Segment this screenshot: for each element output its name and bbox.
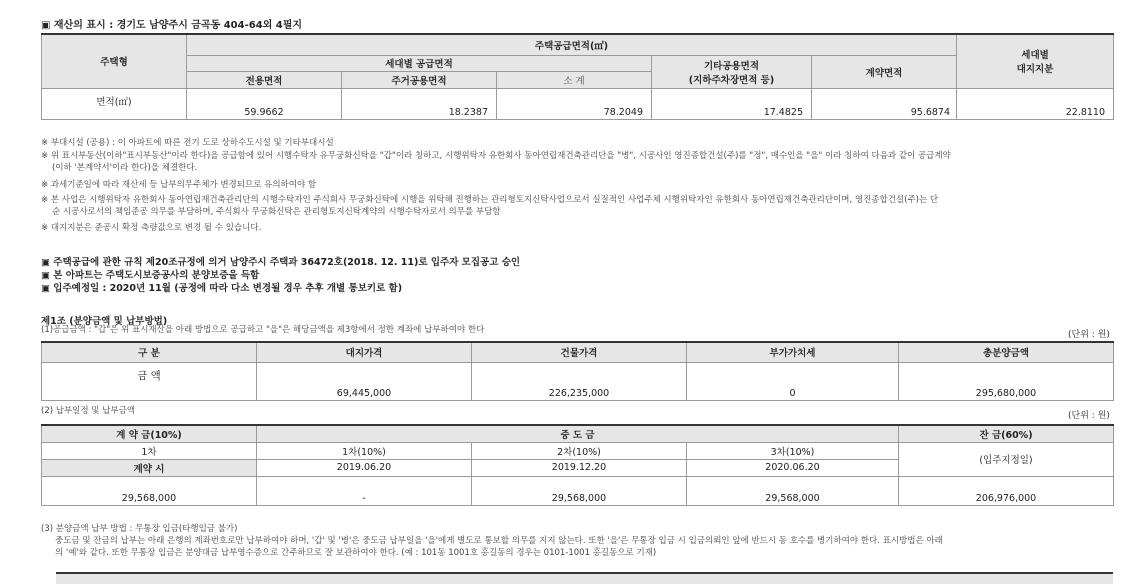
note-4-cont: 순 시공사로서의 책임준공 의무를 부담하며, 주식회사 무궁화신탁은 관리형토지신탁계약의 시행수탁자로서 의무를 부담함	[52, 207, 501, 217]
price-header-total: 총분양금액	[899, 342, 1114, 362]
middle-payment-header: 중 도 금	[257, 425, 899, 442]
note-1: ※ 부대시설 (공용) : 이 아파트에 따른 전기 도로 상하수도시설 및 기타부대시설	[41, 138, 334, 148]
contract-area-value: 95.6874	[812, 88, 957, 119]
payment-method-title: (3) 분양금액 납부 방법 : 무통장 입금(타행입금 불가)	[41, 524, 238, 534]
balance-amount: 206,976,000	[899, 476, 1114, 505]
price-header-land: 대지가격	[257, 342, 472, 362]
middle-date-1: 2019.06.20	[257, 459, 472, 476]
price-header-vat: 부가가치세	[687, 342, 899, 362]
building-price-value: 226,235,000	[472, 362, 687, 400]
payment-title: (2) 납부일정 및 납부금액	[41, 406, 136, 416]
exclusive-area-header: 전용면적	[187, 71, 342, 88]
other-common-value: 17.4825	[652, 88, 812, 119]
middle-date-2: 2019.12.20	[472, 459, 687, 476]
subtotal-value: 78.2049	[497, 88, 652, 119]
middle-amount-1: -	[257, 476, 472, 505]
payment-method-line-2: 의 '예'와 같다. 또한 무통장 입금은 분양대금 납부영수증으로 간주하므로 잘 보관하여야 한다. (예 : 101동 1001호 홍길동의 경우는 0101-1001 홍길동으로 기재)	[55, 548, 657, 558]
middle-amount-3: 29,568,000	[687, 476, 899, 505]
unit-type-header: 주택형	[42, 34, 187, 88]
other-common-header: 기타공용면적 (지하주차장면적 등)	[652, 55, 812, 88]
price-header-category: 구 분	[42, 342, 257, 362]
land-price-value: 69,445,000	[257, 362, 472, 400]
middle-phase-2: 2차(10%)	[472, 442, 687, 459]
subtotal-header: 소 계	[497, 71, 652, 88]
land-share-value: 22.8110	[957, 88, 1114, 119]
deposit-phase: 1차	[42, 442, 257, 459]
land-share-header: 세대별 대지지분	[957, 34, 1114, 88]
note-2: ※ 위 표시부동산(이하"표시부동산"이라 한다)을 공급함에 있어 시행수탁자 유무궁화신탁을 "갑"이라 칭하고, 시행위탁자 유한회사 동아연립재건축관리단을 "병", 시공사인 영진종합건설(주)를 "정", 매수인을 "을" 이라 칭하여 다음과 같이 공급계약	[41, 151, 951, 161]
middle-phase-3: 3차(10%)	[687, 442, 899, 459]
payment-table	[41, 424, 1114, 506]
announcement-1: ▣ 주택공급에 관한 규칙 제20조규정에 의거 남양주시 주택과 36472호(2018. 12. 11)로 입주자 모집공고 승인	[41, 257, 521, 268]
area-table	[41, 33, 1114, 120]
note-3: ※ 과세기준일에 따라 재산세 등 납부의무주체가 변경되므로 유의하여야 함	[41, 180, 317, 190]
next-table-edge	[56, 572, 1113, 584]
balance-header: 잔 금(60%)	[899, 425, 1114, 442]
property-title: ▣ 재산의 표시 : 경기도 남양주시 금곡동 404-64외 4필지	[41, 20, 303, 31]
middle-date-3: 2020.06.20	[687, 459, 899, 476]
deposit-header: 계 약 금(10%)	[42, 425, 257, 442]
residential-common-header: 주거공용면적	[342, 71, 497, 88]
note-5: ※ 대지지분은 준공시 확정 측량값으로 변경 될 수 있습니다.	[41, 223, 262, 233]
note-2-cont: (이하 '본계약서'이라 한다)을 체결한다.	[52, 163, 198, 173]
price-header-building: 건물가격	[472, 342, 687, 362]
note-4: ※ 본 사업은 시행위탁자 유한회사 동아연립재건축관리단의 시행수탁자인 주식회사 무궁화신탁에 시행을 위탁해 진행하는 관리형토지신탁사업으로서 실질적인 사업주체 시행위탁자인 유한회사 동아연립재건축관리단이며, 영진종합건설(주)는 단	[41, 195, 939, 205]
deposit-timing: 계약 시	[42, 459, 257, 476]
deposit-amount: 29,568,000	[42, 476, 257, 505]
contract-area-header: 계약면적	[812, 55, 957, 88]
announcement-3: ▣ 입주예정일 : 2020년 11월 (공정에 따라 다소 변경될 경우 추후 개별 통보키로 함)	[41, 283, 403, 294]
price-unit: (단위 : 원)	[1068, 330, 1110, 340]
article1-title: 제1조 (분양금액 및 납부방법)	[41, 316, 168, 327]
residential-common-value: 18.2387	[342, 88, 497, 119]
announcement-2: ▣ 본 아파트는 주택도시보증공사의 분양보증을 득함	[41, 270, 260, 281]
payment-unit: (단위 : 원)	[1068, 411, 1110, 421]
balance-note: (입주지정일)	[899, 442, 1114, 476]
vat-value: 0	[687, 362, 899, 400]
payment-method-line-1: 중도금 및 잔금의 납부는 아래 은행의 계좌번호로만 납부하여야 하며, '갑' 및 '병'은 중도금 납부일을 '을'에게 별도로 통보할 의무를 지지 않는다. 또한 '을'은 무통장 입금 시 입금의뢰인 앞에 반드시 동 호수를 병기하여야 한다. 표시방법은 아래	[55, 536, 943, 546]
middle-phase-1: 1차(10%)	[257, 442, 472, 459]
price-table	[41, 341, 1114, 401]
supply-area-header: 주택공급면적(㎡)	[187, 34, 957, 55]
area-row-label: 면적(㎡)	[42, 88, 187, 119]
exclusive-area-value: 59.9662	[187, 88, 342, 119]
price-row-label: 금 액	[42, 362, 257, 400]
per-household-supply-header: 세대별 공급면적	[187, 55, 652, 71]
middle-amount-2: 29,568,000	[472, 476, 687, 505]
article1-subtitle: (1)공급금액 : "갑"은 위 표시재산을 아래 방법으로 공급하고 "을"은 해당금액을 제3항에서 정한 계좌에 납부하여야 한다	[41, 325, 485, 335]
total-price-value: 295,680,000	[899, 362, 1114, 400]
